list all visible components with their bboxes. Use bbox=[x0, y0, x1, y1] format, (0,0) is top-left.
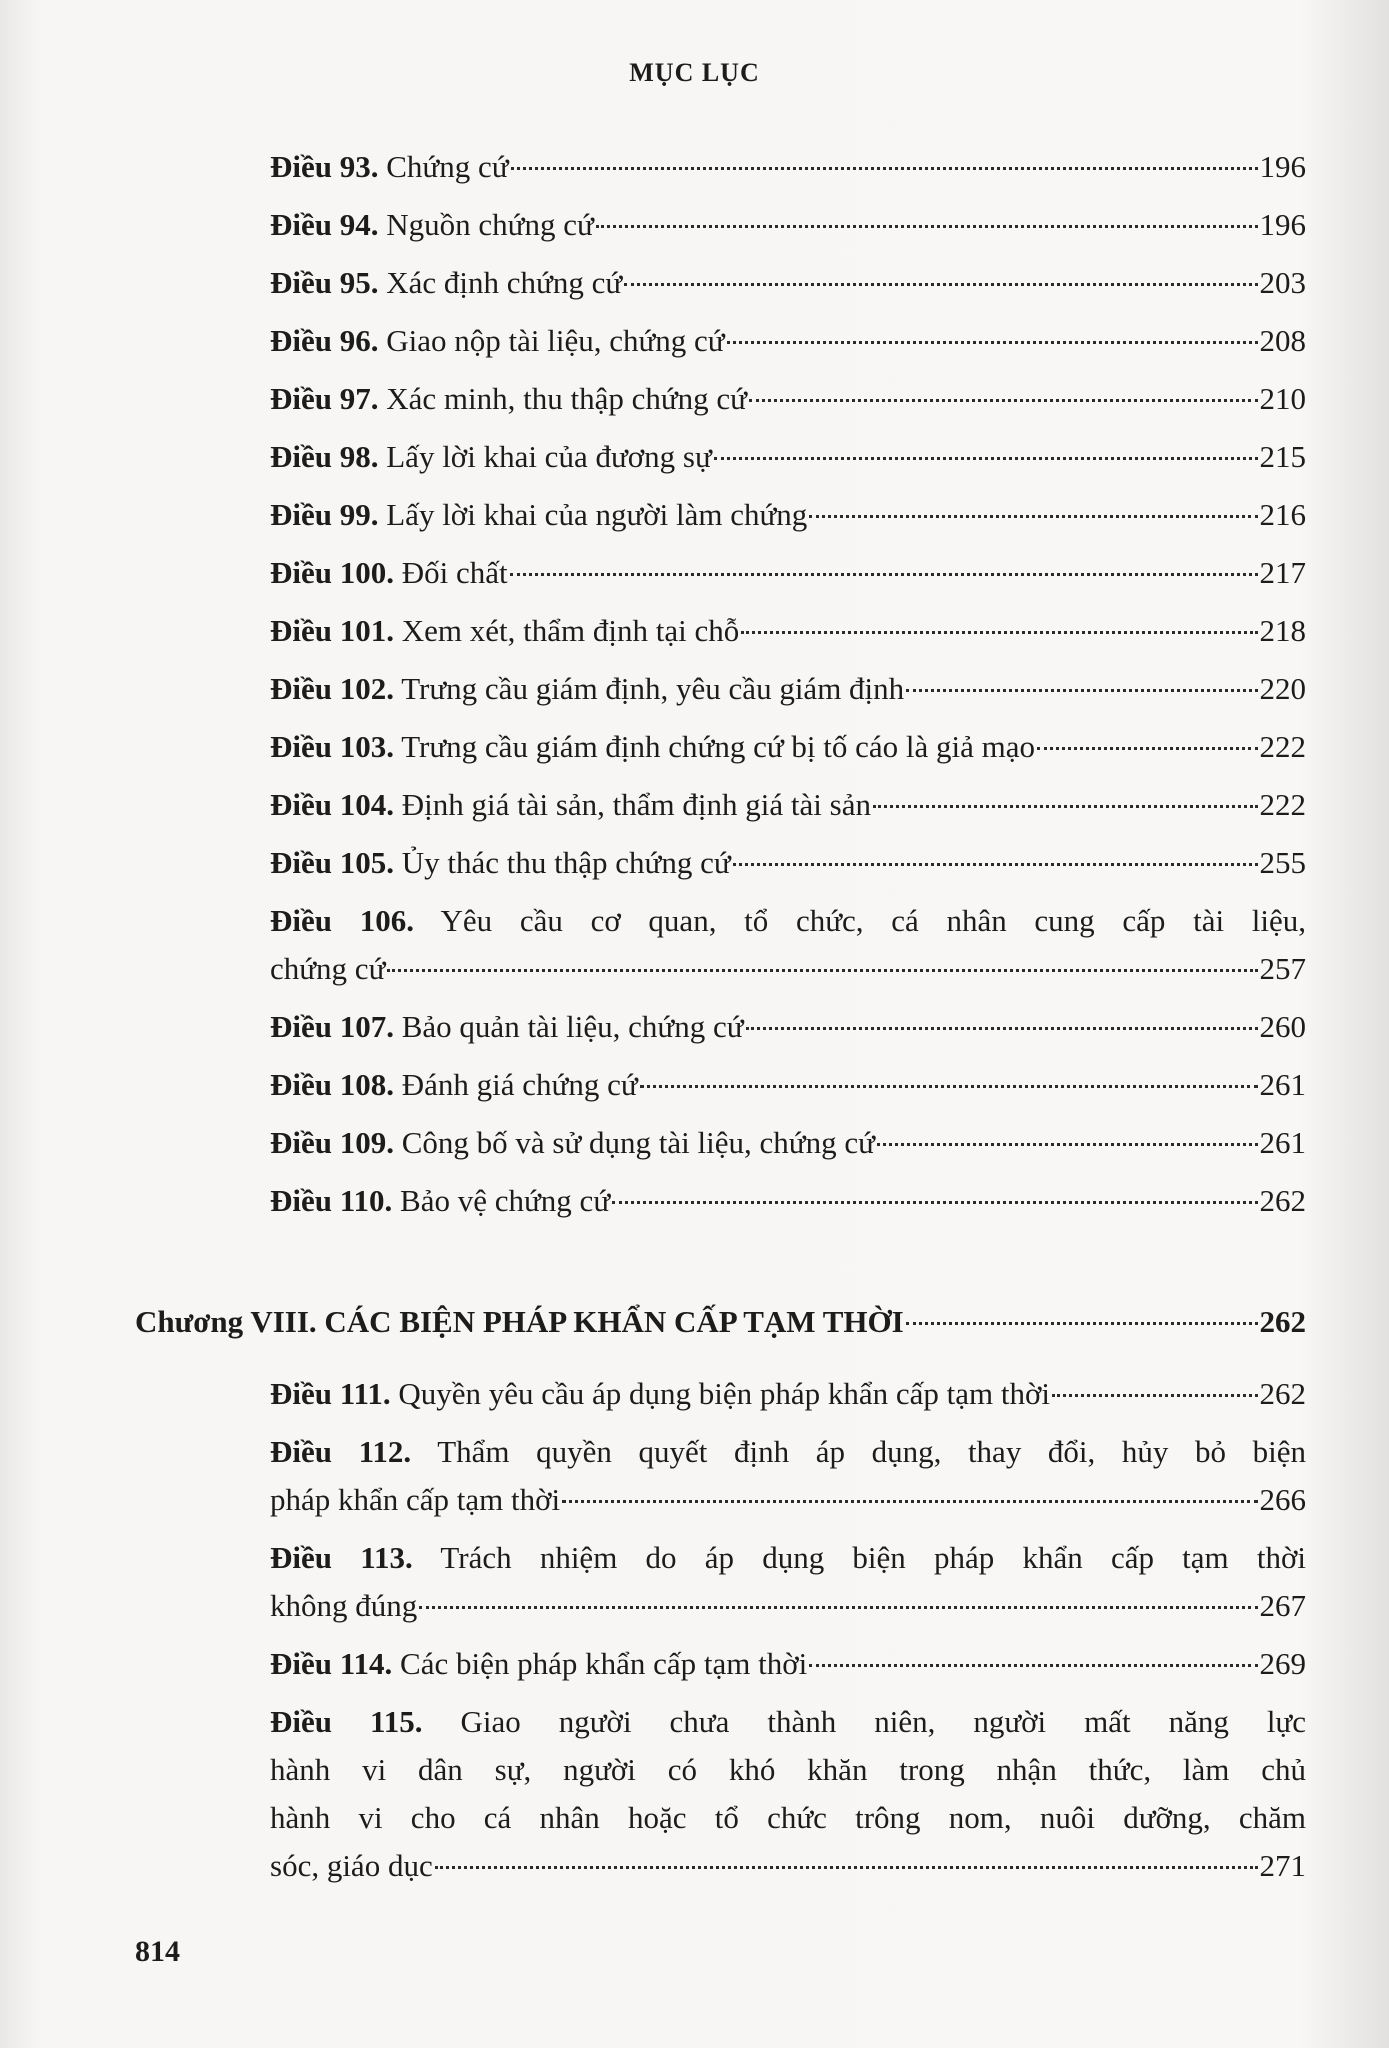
page-number: 215 bbox=[1259, 439, 1306, 474]
dot-leader bbox=[562, 1500, 1257, 1503]
entry-text bbox=[270, 1061, 638, 1109]
dot-leader bbox=[873, 805, 1258, 808]
page-number: 208 bbox=[1259, 323, 1306, 358]
toc-entry bbox=[270, 897, 1306, 993]
entry-text bbox=[270, 317, 725, 365]
dot-leader bbox=[906, 1322, 1258, 1325]
toc-entry bbox=[270, 1370, 1306, 1418]
article-number: Điều 108. bbox=[270, 1067, 394, 1102]
article-number: Điều 99. bbox=[270, 497, 379, 532]
entry-text bbox=[270, 665, 904, 713]
article-number: Điều 97. bbox=[270, 381, 379, 416]
running-head: MỤC LỤC bbox=[629, 58, 760, 87]
entry-text bbox=[270, 1177, 610, 1225]
dot-leader bbox=[511, 167, 1258, 170]
page-number: 222 bbox=[1259, 729, 1306, 764]
toc-entry bbox=[270, 491, 1306, 539]
entry-first-line bbox=[270, 1428, 1306, 1476]
article-number: Điều 102. bbox=[270, 671, 394, 706]
entry-line bbox=[270, 665, 1306, 713]
entry-line bbox=[270, 781, 1306, 829]
page-number: 271 bbox=[1259, 1848, 1306, 1883]
toc-entry bbox=[270, 201, 1306, 249]
dot-leader bbox=[1052, 1394, 1257, 1397]
toc-entry bbox=[270, 143, 1306, 191]
entry-first-line bbox=[270, 1534, 1306, 1582]
article-number: Điều 109. bbox=[270, 1125, 394, 1160]
article-title: Bảo vệ chứng cứ bbox=[400, 1183, 611, 1218]
article-number: Điều 115. bbox=[270, 1704, 423, 1739]
article-number: Điều 101. bbox=[270, 613, 394, 648]
page-number: 255 bbox=[1259, 845, 1306, 880]
article-title: Công bố và sử dụng tài liệu, chứng cứ bbox=[401, 1125, 875, 1160]
page-number: 222 bbox=[1259, 787, 1306, 822]
toc-entry bbox=[270, 549, 1306, 597]
dot-leader bbox=[596, 225, 1258, 228]
entry-line bbox=[270, 1177, 1306, 1225]
dot-leader bbox=[906, 689, 1257, 692]
article-title: Xác định chứng cứ bbox=[386, 265, 623, 300]
entry-text bbox=[270, 201, 594, 249]
page-number: 269 bbox=[1259, 1646, 1306, 1681]
article-number: Điều 113. bbox=[270, 1540, 413, 1575]
entry-text bbox=[270, 839, 731, 887]
article-title: sóc, giáo dục bbox=[270, 1848, 433, 1883]
entry-line bbox=[270, 433, 1306, 481]
article-title: hành vi dân sự, người có khó khăn trong nhận thức, làm chủ bbox=[270, 1752, 1306, 1787]
article-number: Điều 106. bbox=[270, 903, 414, 938]
article-number: Điều 103. bbox=[270, 729, 394, 764]
entry-first-line bbox=[270, 1698, 1306, 1746]
article-number: Điều 95. bbox=[270, 265, 379, 300]
toc-entry bbox=[270, 1698, 1306, 1890]
entry-line bbox=[270, 1119, 1306, 1167]
entry-line bbox=[270, 375, 1306, 423]
page-number: 216 bbox=[1259, 497, 1306, 532]
article-title: Yêu cầu cơ quan, tổ chức, cá nhân cung cấp tài liệu, bbox=[440, 903, 1306, 938]
toc-entry bbox=[270, 839, 1306, 887]
entry-line bbox=[270, 549, 1306, 597]
entry-line bbox=[270, 143, 1306, 191]
page-number: 266 bbox=[1259, 1482, 1306, 1517]
article-title: Thẩm quyền quyết định áp dụng, thay đổi, hủy bỏ biện bbox=[437, 1434, 1306, 1469]
entry-line bbox=[270, 1061, 1306, 1109]
toc-entry bbox=[270, 259, 1306, 307]
article-title: Đánh giá chứng cứ bbox=[401, 1067, 638, 1102]
toc-entry bbox=[270, 317, 1306, 365]
article-number: Điều 98. bbox=[270, 439, 379, 474]
article-number: Điều 112. bbox=[270, 1434, 412, 1469]
article-title: Bảo quản tài liệu, chứng cứ bbox=[401, 1009, 744, 1044]
toc-entry bbox=[270, 1428, 1306, 1524]
dot-leader bbox=[419, 1606, 1257, 1609]
dot-leader bbox=[809, 1664, 1257, 1667]
entry-last-line bbox=[270, 1582, 1306, 1630]
article-title: Chứng cứ bbox=[386, 149, 509, 184]
article-number: Điều 107. bbox=[270, 1009, 394, 1044]
dot-leader bbox=[612, 1201, 1257, 1204]
entry-line bbox=[270, 607, 1306, 655]
entry-text bbox=[270, 1370, 1050, 1418]
toc-entry bbox=[270, 723, 1306, 771]
article-number: Điều 100. bbox=[270, 555, 394, 590]
entry-line bbox=[270, 317, 1306, 365]
article-title: Định giá tài sản, thẩm định giá tài sản bbox=[401, 787, 871, 822]
entry-line bbox=[270, 723, 1306, 771]
article-title: Quyền yêu cầu áp dụng biện pháp khẩn cấp tạm thời bbox=[398, 1376, 1051, 1411]
page-folio: 814 bbox=[135, 1935, 180, 1968]
article-title: Lấy lời khai của đương sự bbox=[386, 439, 712, 474]
article-title: không đúng bbox=[270, 1588, 418, 1623]
page-number: 261 bbox=[1259, 1125, 1306, 1160]
article-title: Trưng cầu giám định, yêu cầu giám định bbox=[401, 671, 905, 706]
dot-leader bbox=[877, 1143, 1258, 1146]
entry-text bbox=[270, 375, 747, 423]
dot-leader bbox=[624, 283, 1257, 286]
entry-text bbox=[270, 433, 712, 481]
toc-entry bbox=[270, 1061, 1306, 1109]
page-number: 262 bbox=[1259, 1376, 1306, 1411]
page-number: 220 bbox=[1259, 671, 1306, 706]
dot-leader bbox=[749, 399, 1258, 402]
article-number: Điều 93. bbox=[270, 149, 379, 184]
article-title: Xem xét, thẩm định tại chỗ bbox=[401, 613, 740, 648]
page-number: 196 bbox=[1259, 207, 1306, 242]
article-title: Lấy lời khai của người làm chứng bbox=[386, 497, 808, 532]
toc-entry bbox=[270, 1534, 1306, 1630]
entry-line bbox=[270, 1640, 1306, 1688]
dot-leader bbox=[809, 515, 1257, 518]
entry-first-line bbox=[270, 897, 1306, 945]
page-number: 203 bbox=[1259, 265, 1306, 300]
toc-entry bbox=[270, 1640, 1306, 1688]
entry-text bbox=[270, 259, 622, 307]
article-title: hành vi cho cá nhân hoặc tổ chức trông nom, nuôi dưỡng, chăm bbox=[270, 1800, 1306, 1835]
dot-leader bbox=[741, 631, 1257, 634]
dot-leader bbox=[733, 863, 1258, 866]
page-number: 257 bbox=[1259, 951, 1306, 986]
page-number: 217 bbox=[1259, 555, 1306, 590]
toc-entry bbox=[270, 665, 1306, 713]
entry-text bbox=[270, 1640, 807, 1688]
page-number: 260 bbox=[1259, 1009, 1306, 1044]
page-number: 262 bbox=[1259, 1183, 1306, 1218]
entry-text bbox=[270, 549, 508, 597]
entry-last-line bbox=[270, 1476, 1306, 1524]
article-title: Giao người chưa thành niên, người mất năng lực bbox=[460, 1704, 1306, 1739]
toc-entry bbox=[270, 781, 1306, 829]
article-title: Trách nhiệm do áp dụng biện pháp khẩn cấp tạm thời bbox=[440, 1540, 1306, 1575]
entry-line bbox=[270, 839, 1306, 887]
entry-text bbox=[270, 781, 871, 829]
entry-last-line bbox=[270, 1842, 1306, 1890]
entry-text bbox=[270, 143, 509, 191]
entry-text bbox=[270, 1003, 744, 1051]
chapter-heading bbox=[135, 1298, 1306, 1346]
toc-entry bbox=[270, 1119, 1306, 1167]
dot-leader bbox=[727, 341, 1258, 344]
article-number: Điều 94. bbox=[270, 207, 379, 242]
entry-line bbox=[270, 1003, 1306, 1051]
toc-entry bbox=[270, 1003, 1306, 1051]
dot-leader bbox=[510, 573, 1258, 576]
dot-leader bbox=[714, 457, 1258, 460]
article-number: Điều 105. bbox=[270, 845, 394, 880]
article-title: Trưng cầu giám định chứng cứ bị tố cáo là giả mạo bbox=[401, 729, 1036, 764]
page-number: 261 bbox=[1259, 1067, 1306, 1102]
dot-leader bbox=[1037, 747, 1257, 750]
article-number: Điều 111. bbox=[270, 1376, 391, 1411]
entry-middle-line bbox=[270, 1746, 1306, 1794]
article-title: Giao nộp tài liệu, chứng cứ bbox=[386, 323, 725, 358]
entry-line bbox=[270, 201, 1306, 249]
toc-entry bbox=[270, 375, 1306, 423]
article-title: Xác minh, thu thập chứng cứ bbox=[386, 381, 747, 416]
article-title: Ủy thác thu thập chứng cứ bbox=[401, 845, 731, 880]
dot-leader bbox=[435, 1866, 1258, 1869]
dot-leader bbox=[640, 1085, 1258, 1088]
entry-last-line bbox=[270, 945, 1306, 993]
page-number: 210 bbox=[1259, 381, 1306, 416]
entry-line bbox=[270, 1370, 1306, 1418]
article-title: Đối chất bbox=[401, 555, 508, 590]
article-title: Nguồn chứng cứ bbox=[386, 207, 594, 242]
article-number: Điều 114. bbox=[270, 1646, 393, 1681]
page-number: 196 bbox=[1259, 149, 1306, 184]
article-title: chứng cứ bbox=[270, 951, 386, 986]
chapter-page-number: 262 bbox=[1259, 1304, 1306, 1339]
toc-entry bbox=[270, 607, 1306, 655]
toc-entry bbox=[270, 1177, 1306, 1225]
entry-text bbox=[270, 607, 739, 655]
entry-text bbox=[270, 723, 1035, 771]
article-number: Điều 104. bbox=[270, 787, 394, 822]
article-number: Điều 96. bbox=[270, 323, 379, 358]
dot-leader bbox=[746, 1027, 1258, 1030]
article-number: Điều 110. bbox=[270, 1183, 393, 1218]
page-number: 267 bbox=[1259, 1588, 1306, 1623]
entry-line bbox=[270, 491, 1306, 539]
page-number: 218 bbox=[1259, 613, 1306, 648]
toc-entry bbox=[270, 433, 1306, 481]
article-title: pháp khẩn cấp tạm thời bbox=[270, 1482, 561, 1517]
entry-line bbox=[270, 259, 1306, 307]
entry-text bbox=[270, 491, 807, 539]
article-title: Các biện pháp khẩn cấp tạm thời bbox=[400, 1646, 808, 1681]
entry-middle-line bbox=[270, 1794, 1306, 1842]
entry-text bbox=[270, 1119, 875, 1167]
dot-leader bbox=[387, 969, 1257, 972]
chapter-title: Chương VIII. CÁC BIỆN PHÁP KHẨN CẤP TẠM THỜI bbox=[135, 1304, 904, 1339]
